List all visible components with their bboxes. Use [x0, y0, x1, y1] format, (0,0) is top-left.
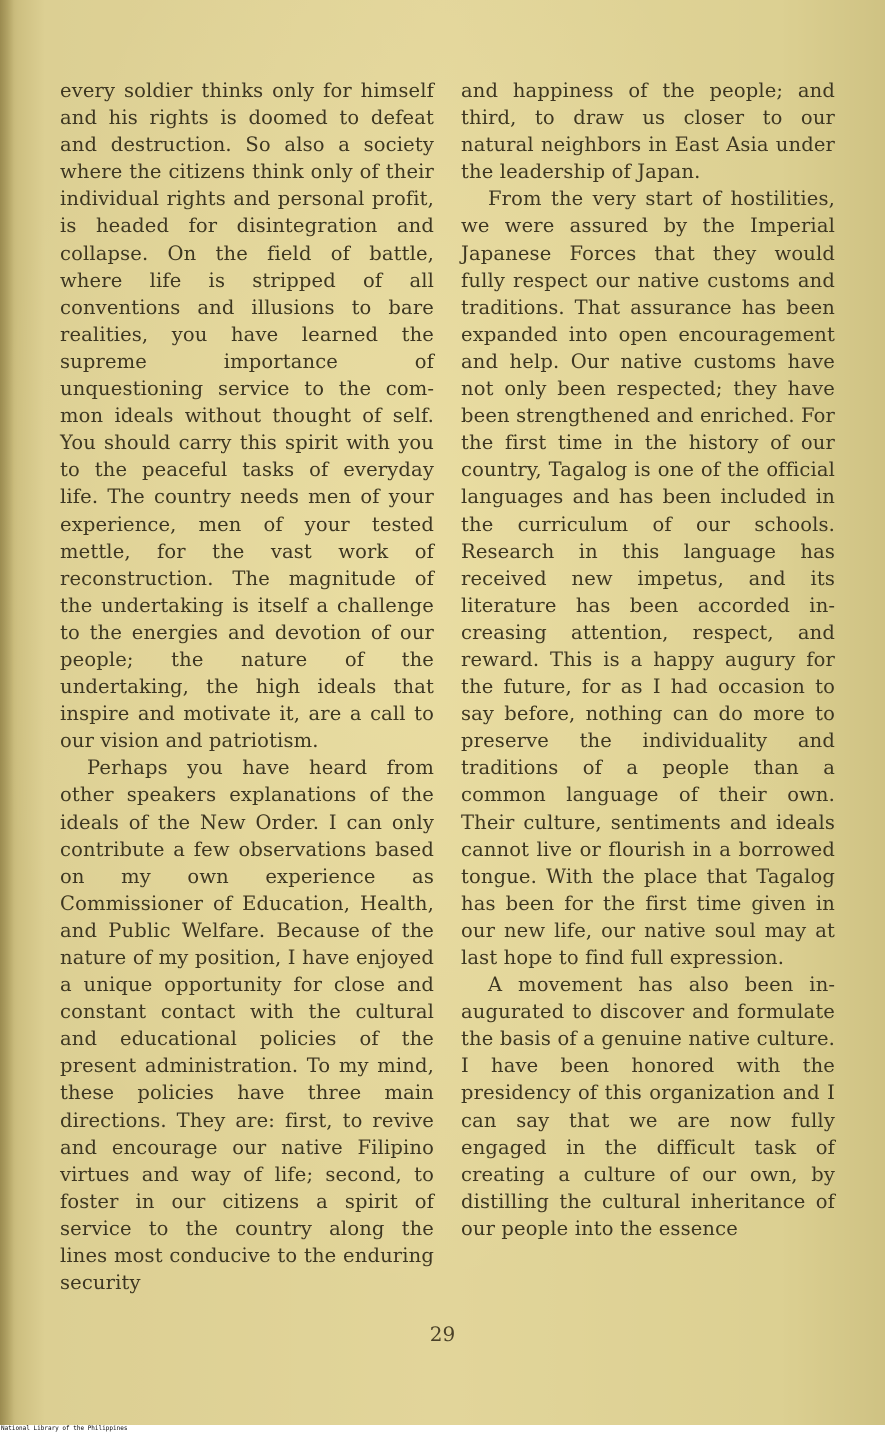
right-paragraph-3: A movement has also been inaugurated to discover and formulate the basis of a genuine native culture. I have been honored with the presidency of this organization and I can say that we are now fully engaged in the difficult task of creating a culture of our own, by distilling the cultural inheritance of our people into the essence [461, 973, 835, 1240]
left-paragraph-2: Perhaps you have heard from other speakers explanations of the ideals of the New Order. I can only contribute a few observations based on my own experience as Commissioner of Education, Health, and Public Welfare. Because of the nature of my position, I have enjoyed a unique opportunity for close and constant contact with the cultural and educational policies of the present administration. To my mind, these policies have three main directions. They are: first, to revive and encourage our native Filipino virtues and way of life; second, to foster in our citizens a spirit of service to the country along the lines most conducive to the enduring security [60, 756, 434, 1295]
left-text-column [60, 77, 434, 1296]
page-number: 29 [429, 1322, 456, 1346]
right-paragraph-1: and happiness of the people; and third, to draw us closer to our natural neighbors in East Asia under the leadership of Japan. [461, 79, 835, 184]
footer-credit: National Library of the Philippines [1, 1425, 128, 1432]
right-text-column [461, 77, 835, 1242]
page-edge-shadow [0, 0, 14, 1425]
right-paragraph-2: From the very start of hostilities, we were assured by the Imperial Japanese Forces that they would fully respect our native customs and traditions. That assurance has been expanded into open encouragement and help. Our native customs have not only been respected; they have been strengthened and enriched. For the first time in the history of our country, Tagalog is one of the official languages and has been included in the curriculum of our schools. Research in this language has received new impetus, and its literature has been accorded increasing attention, respect, and reward. This is a happy augury for the future, for as I had occasion to say before, nothing can do more to preserve the individuality and traditions of a people than a common language of their own. Their culture, sentiments and ideals cannot live or flourish in a borrowed tongue. With the place that Tagalog has been for the first time given in our new life, our native soul may at last hope to find full expression. [461, 187, 835, 969]
footer-bar [0, 1425, 885, 1433]
left-paragraph-1: every soldier thinks only for himself and his rights is doomed to defeat and destruction. So also a society where the citizens think only of their individual rights and personal profit, is headed for disintegration and collapse. On the field of battle, where life is stripped of all conventions and illusions to bare realities, you have learned the supreme importance of unquestioning service to the common ideals without thought of self. You should carry this spirit with you to the peaceful tasks of everyday life. The country needs men of your experience, men of your tested mettle, for the vast work of reconstruction. The magnitude of the undertaking is itself a challenge to the energies and devotion of our people; the nature of the undertaking, the high ideals that inspire and motivate it, are a call to our vision and patriotism. [60, 79, 434, 753]
